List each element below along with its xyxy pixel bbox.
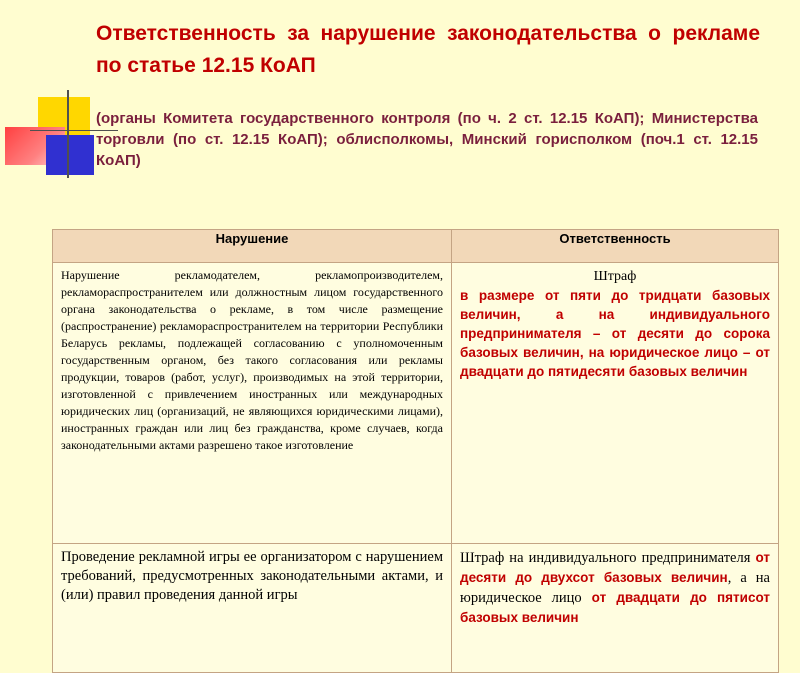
row2-fine-text	[460, 548, 770, 628]
row2-violation-text: Проведение рекламной игры ее организатором с нарушением требований, предусмотренных законодательными актами, и (или) правил проведения данной игры	[61, 549, 443, 603]
decor-blue-square	[46, 135, 94, 175]
row2-fine-part1: Штраф на индивидуального предпринимателя	[460, 550, 756, 566]
row1-fine-title: Штраф	[593, 269, 637, 284]
row2-violation-cell	[53, 544, 452, 673]
header-responsibility: Ответственность	[452, 230, 779, 263]
row2-fine-red2: от двадцати до пятисот базовых величин	[460, 590, 770, 625]
row2-fine-part2: , а на юридическое лицо	[460, 570, 770, 606]
row1-violation-cell	[53, 263, 452, 544]
responsibility-table	[52, 229, 779, 673]
header-violation: Нарушение	[53, 230, 452, 263]
row1-fine-details: в размере от пяти до тридцати базовых величин, а на индивидуального предпринимателя – от десяти до сорока базовых величин, на юридическое лицо – от двадцати до пятидесяти базовых величин	[460, 288, 770, 379]
row1-violation-text: Нарушение рекламодателем, рекламопроизводителем, рекламораспространителем или должностным лицом государственного органа законодательства о рекламе, в том числе размещение (распространение) рекламораспространителем на территории Республики Беларусь рекламы, подлежащей согласованию с уполномоченным государственным органом, без такого согласования или рекламы продукции, товаров (работ, услуг), производимых на этой территории, изготовленной с привлечением иностранных или международных юридических лиц (организаций, не являющихся юридическими лицами), иностранных граждан или лиц без гражданства, кроме случаев, когда законодательными актами разрешено такое изготовление	[61, 268, 443, 452]
table-row	[53, 544, 779, 673]
table-row	[53, 263, 779, 544]
decor-vertical-line	[67, 90, 69, 178]
table-header-row	[53, 230, 779, 263]
row1-responsibility-cell	[452, 263, 779, 544]
slide-subtitle: (органы Комитета государственного контроля (по ч. 2 ст. 12.15 КоАП); Министерства торговли (по ст. 12.15 КоАП); облисполкомы, Минский горисполком (поч.1 ст. 12.15 КоАП)	[96, 110, 758, 169]
slide-title: Ответственность за нарушение законодательства о рекламе по статье 12.15 КоАП	[96, 22, 760, 77]
row2-fine-red1: от десяти до двухсот базовых величин	[460, 550, 770, 585]
row2-responsibility-cell	[452, 544, 779, 673]
